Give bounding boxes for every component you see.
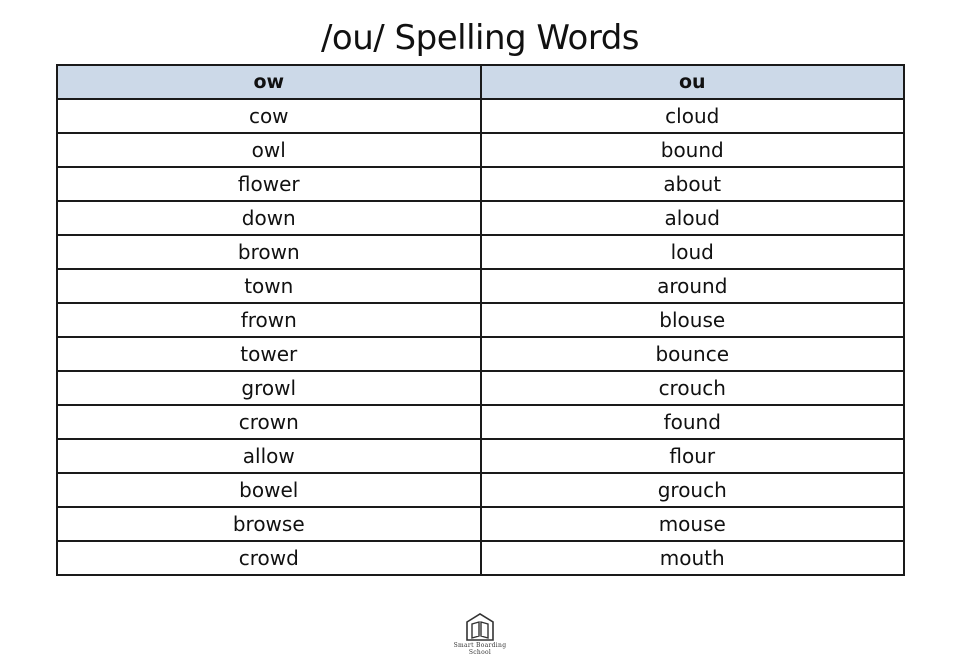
ow-word-cell: cow xyxy=(57,99,481,133)
ow-word-cell: town xyxy=(57,269,481,303)
ou-word-cell: mouse xyxy=(481,507,905,541)
school-logo xyxy=(440,612,520,662)
ou-word-cell: crouch xyxy=(481,371,905,405)
ow-word-cell: flower xyxy=(57,167,481,201)
table-row xyxy=(57,303,904,337)
ou-word-cell: aloud xyxy=(481,201,905,235)
ow-word-cell: bowel xyxy=(57,473,481,507)
column-header-ow: ow xyxy=(57,65,481,99)
ou-word-cell: bounce xyxy=(481,337,905,371)
table-row xyxy=(57,167,904,201)
table-row xyxy=(57,405,904,439)
table-row xyxy=(57,133,904,167)
spelling-words-table xyxy=(56,64,905,576)
ow-word-cell: frown xyxy=(57,303,481,337)
table-row xyxy=(57,473,904,507)
page-title: /ou/ Spelling Words xyxy=(320,18,640,58)
ow-word-cell: growl xyxy=(57,371,481,405)
ow-word-cell: crown xyxy=(57,405,481,439)
ou-word-cell: found xyxy=(481,405,905,439)
table-row xyxy=(57,507,904,541)
table-row xyxy=(57,337,904,371)
ow-word-cell: down xyxy=(57,201,481,235)
table-row xyxy=(57,541,904,575)
ow-word-cell: allow xyxy=(57,439,481,473)
ow-word-cell: browse xyxy=(57,507,481,541)
ou-word-cell: around xyxy=(481,269,905,303)
ou-word-cell: bound xyxy=(481,133,905,167)
ou-word-cell: grouch xyxy=(481,473,905,507)
logo-line-2: School xyxy=(468,649,492,656)
table-row xyxy=(57,201,904,235)
ou-word-cell: mouth xyxy=(481,541,905,575)
table-row xyxy=(57,439,904,473)
ou-word-cell: cloud xyxy=(481,99,905,133)
table-row xyxy=(57,371,904,405)
ou-word-cell: about xyxy=(481,167,905,201)
table-header-row xyxy=(57,65,904,99)
logo-line-1: Smart Boarding xyxy=(453,642,507,649)
table-row xyxy=(57,235,904,269)
ow-word-cell: tower xyxy=(57,337,481,371)
table-row xyxy=(57,269,904,303)
ow-word-cell: crowd xyxy=(57,541,481,575)
ow-word-cell: brown xyxy=(57,235,481,269)
column-header-ou: ou xyxy=(481,65,905,99)
ou-word-cell: blouse xyxy=(481,303,905,337)
table-body xyxy=(57,99,904,575)
ow-word-cell: owl xyxy=(57,133,481,167)
ou-word-cell: loud xyxy=(481,235,905,269)
ou-word-cell: flour xyxy=(481,439,905,473)
table-row xyxy=(57,99,904,133)
book-house-icon xyxy=(463,612,497,642)
